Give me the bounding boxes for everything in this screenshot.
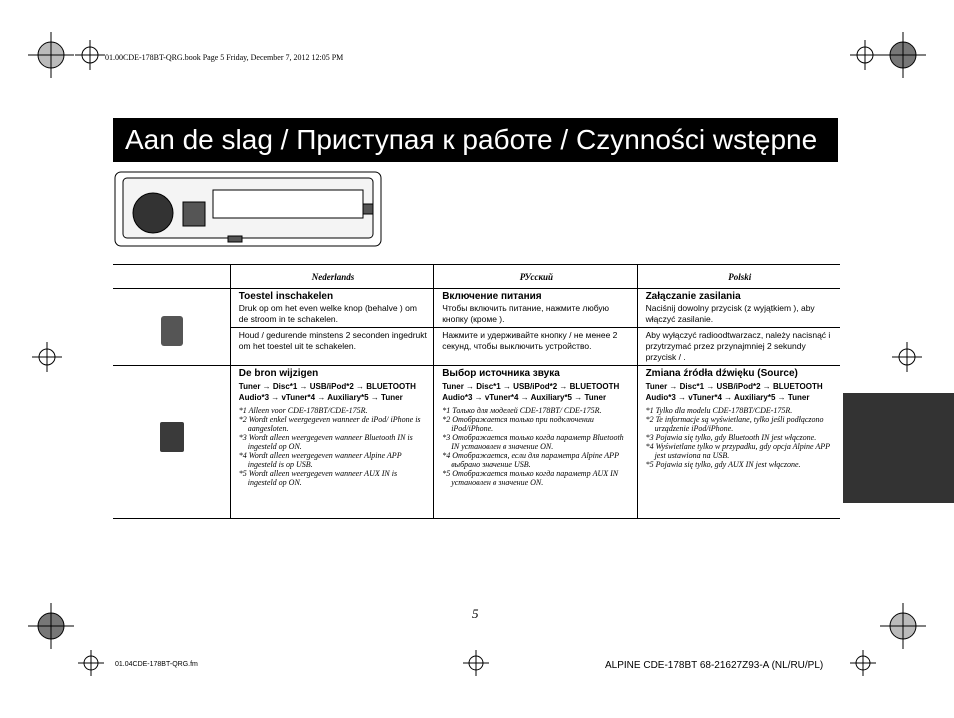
ru-note-4: *4 Отображается, если для параметра Alpine APP выбрано значение USB. bbox=[442, 451, 619, 469]
pl-power-on-heading: Załączanie zasilania bbox=[645, 291, 741, 302]
ru-power-off-text: Нажмите и удерживайте кнопку / не менее 2 секунд, чтобы выключить устройство. bbox=[442, 330, 618, 351]
pl-note-5: *5 Pojawia się tylko, gdy AUX IN jest włączone. bbox=[645, 460, 801, 469]
nl-note-1: *1 Alleen voor CDE-178BT/CDE-175R. bbox=[238, 406, 368, 415]
footer-model: ALPINE CDE-178BT 68-21627Z93-A (NL/RU/PL) bbox=[605, 660, 824, 671]
pl-power-off-text: Aby wyłączyć radioodtwarzacz, należy nacisnąć i przytrzymać przez przynajmniej 2 sekundy przycisk / . bbox=[645, 330, 831, 362]
ru-note-2: *2 Отображается только при подключении iPod/iPhone. bbox=[442, 415, 594, 433]
ru-power-on-heading: Включение питания bbox=[442, 291, 542, 302]
registration-mark-top-right bbox=[880, 32, 926, 78]
page-title: Aan de slag / Приступая к работе / Czynności wstępne bbox=[113, 118, 838, 162]
cell-nl-power-off bbox=[230, 328, 433, 366]
header-nl: Nederlands bbox=[230, 265, 433, 289]
footer-filename: 01.04CDE-178BT-QRG.fm bbox=[115, 661, 198, 668]
cell-pl-power-on bbox=[637, 289, 840, 328]
table-row bbox=[113, 289, 840, 328]
registration-mark-bottom-center bbox=[463, 650, 489, 676]
nl-note-2: *2 Wordt enkel weergegeven wanneer de iPod/ iPhone is aangesloten. bbox=[238, 415, 421, 433]
head-unit-illustration bbox=[113, 170, 383, 248]
table-header-row bbox=[113, 265, 840, 289]
cell-nl-power-on bbox=[230, 289, 433, 328]
source-icon-cell bbox=[113, 366, 230, 519]
nl-source-heading: De bron wijzigen bbox=[238, 368, 319, 379]
registration-mark-top-right-small bbox=[850, 40, 880, 70]
ru-power-on-text: Чтобы включить питание, нажмите любую кнопку (кроме ). bbox=[442, 303, 610, 324]
nl-note-5: *5 Wordt alleen weergegeven wanneer AUX IN is ingesteld op ON. bbox=[238, 469, 398, 487]
nl-power-on-heading: Toestel inschakelen bbox=[238, 291, 334, 302]
ru-note-5: *5 Отображается только когда параметр AUX IN установлен в значение ON. bbox=[442, 469, 619, 487]
cell-ru-power-off bbox=[434, 328, 637, 366]
header-ru: РУсский bbox=[434, 265, 637, 289]
instruction-table bbox=[113, 264, 840, 519]
pl-note-2: *2 Te informacje są wyświetlane, tylko jeśli podłączono urządzenie iPod/iPhone. bbox=[645, 415, 824, 433]
cell-nl-source bbox=[230, 366, 433, 519]
pl-note-4: *4 Wyświetlane tylko w przypadku, gdy opcja Alpine APP jest ustawiona na USB. bbox=[645, 442, 830, 460]
registration-mark-left-mid bbox=[32, 342, 62, 372]
pl-note-3: *3 Pojawia się tylko, gdy Bluetooth IN jest włączone. bbox=[645, 433, 817, 442]
cell-ru-source bbox=[434, 366, 637, 519]
pl-power-on-text: Naciśnij dowolny przycisk (z wyjątkiem ), aby włączyć zasilanie. bbox=[645, 303, 815, 324]
header-note: 01.00CDE-178BT-QRG.book Page 5 Friday, December 7, 2012 12:05 PM bbox=[105, 53, 344, 62]
nl-note-4: *4 Wordt alleen weergegeven wanneer Alpine APP ingesteld is op USB. bbox=[238, 451, 402, 469]
page-number: 5 bbox=[472, 606, 479, 621]
ru-source-heading: Выбор источника звука bbox=[442, 368, 560, 379]
registration-mark-top-center bbox=[75, 40, 105, 70]
pl-note-1: *1 Tylko dla modelu CDE-178BT/CDE-175R. bbox=[645, 406, 793, 415]
pl-source-heading: Zmiana źródła dźwięku (Source) bbox=[645, 368, 798, 379]
pl-source-sequence: Tuner → Disc*1 → USB/iPod*2 → BLUETOOTH Audio*3 → vTuner*4 → Auxiliary*5 → Tuner bbox=[645, 382, 823, 402]
power-button-icon bbox=[161, 316, 183, 346]
registration-mark-bottom-right-small bbox=[850, 650, 876, 676]
table-row bbox=[113, 366, 840, 519]
cell-pl-source bbox=[637, 366, 840, 519]
header-pl: Polski bbox=[637, 265, 840, 289]
registration-mark-bottom-right bbox=[880, 603, 926, 649]
ru-source-sequence: Tuner → Disc*1 → USB/iPod*2 → BLUETOOTH Audio*3 → vTuner*4 → Auxiliary*5 → Tuner bbox=[442, 382, 620, 402]
registration-mark-bottom-left bbox=[28, 603, 74, 649]
nl-note-3: *3 Wordt alleen weergegeven wanneer Bluetooth IN is ingesteld op ON. bbox=[238, 433, 413, 451]
registration-mark-bottom-left-small bbox=[78, 650, 104, 676]
cell-pl-power-off bbox=[637, 328, 840, 366]
ru-note-1: *1 Только для моделей CDE-178BT/ CDE-175R. bbox=[442, 406, 602, 415]
nl-source-sequence: Tuner → Disc*1 → USB/iPod*2 → BLUETOOTH Audio*3 → vTuner*4 → Auxiliary*5 → Tuner bbox=[238, 382, 416, 402]
language-side-tab bbox=[843, 393, 954, 503]
power-icon-cell bbox=[113, 289, 230, 366]
ru-note-3: *3 Отображается только когда параметр Bluetooth IN установлен в значение ON. bbox=[442, 433, 624, 451]
header-empty bbox=[113, 265, 230, 289]
nl-power-on-text: Druk op om het even welke knop (behalve ) om de stroom in te schakelen. bbox=[238, 303, 417, 324]
registration-mark-right-mid bbox=[892, 342, 922, 372]
cell-ru-power-on bbox=[434, 289, 637, 328]
source-button-icon bbox=[160, 422, 184, 452]
registration-mark-top-left bbox=[28, 32, 74, 78]
nl-power-off-text: Houd / gedurende minstens 2 seconden ingedrukt om het toestel uit te schakelen. bbox=[238, 330, 427, 351]
